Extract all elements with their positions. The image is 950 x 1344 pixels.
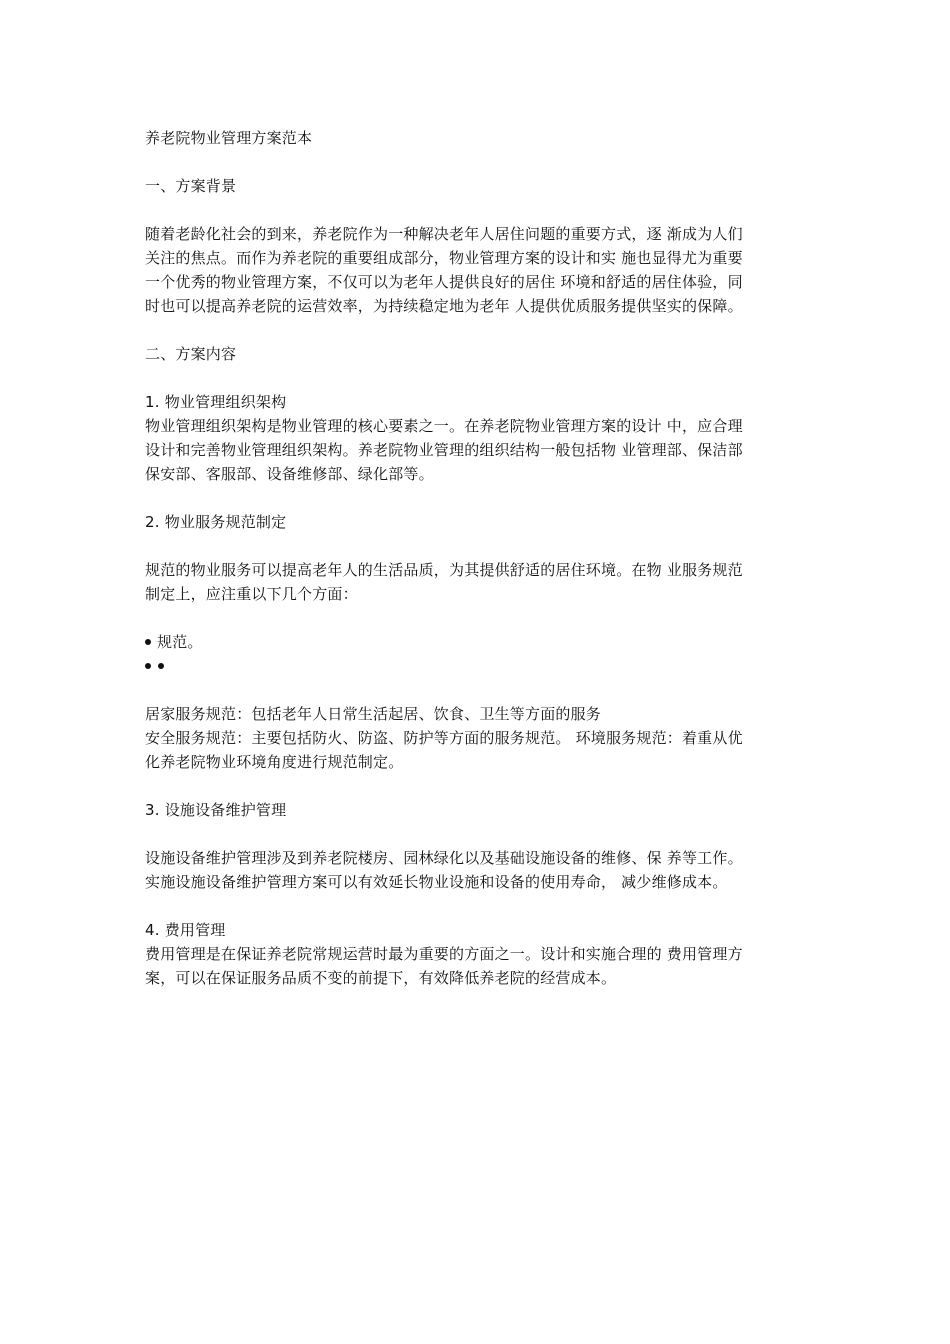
- section-heading-content: 二、方案内容: [145, 345, 237, 363]
- paragraph-line: 设施设备维护管理涉及到养老院楼房、园林绿化以及基础设施设备的维修、保 养等工作。: [145, 849, 743, 867]
- paragraph-line: 时也可以提高养老院的运营效率，为持续稳定地为老年 人提供优质服务提供坚实的保障。: [145, 297, 743, 315]
- item-heading-cost-management: [145, 918, 813, 942]
- item-title: 物业管理组织架构: [164, 393, 287, 411]
- item-title: 设施设备维护管理: [164, 801, 287, 819]
- organization-paragraph: [145, 414, 813, 486]
- paragraph-line: 设计和完善物业管理组织架构。养老院物业管理的组织结构一般包括物 业管理部、保洁部: [145, 441, 743, 459]
- paragraph-line: 居家服务规范：包括老年人日常生活起居、饮食、卫生等方面的服务: [145, 705, 602, 723]
- section-heading-background: 一、方案背景: [145, 177, 237, 195]
- paragraph-line: 化养老院物业环境角度进行规范制定。: [145, 753, 404, 771]
- paragraph-line: 随着老龄化社会的到来，养老院作为一种解决老年人居住问题的重要方式，逐 渐成为人们: [145, 225, 743, 243]
- paragraph-line: 一个优秀的物业管理方案，不仅可以为老年人提供良好的居住 环境和舒适的居住体验，同: [145, 273, 743, 291]
- bullet-text: 规范。: [157, 633, 203, 651]
- bullet-icon: [158, 663, 164, 669]
- bullet-icon: [145, 663, 151, 669]
- item-number: 1.: [145, 393, 160, 411]
- document-title: 养老院物业管理方案范本: [145, 129, 313, 147]
- facility-maintenance-paragraph: [145, 846, 813, 894]
- service-standards-paragraph: [145, 558, 813, 606]
- cost-management-paragraph: [145, 942, 813, 990]
- paragraph-line: 保安部、客服部、设备维修部、绿化部等。: [145, 465, 434, 483]
- item-title: 费用管理: [164, 921, 226, 939]
- bullet-list: [145, 630, 813, 678]
- item-heading-organization: [145, 390, 813, 414]
- bullet-icon: [145, 639, 151, 645]
- item-title: 物业服务规范制定: [164, 513, 287, 531]
- paragraph-line: 关注的焦点。而作为养老院的重要组成部分，物业管理方案的设计和实 施也显得尤为重要: [145, 249, 743, 267]
- paragraph-line: 实施设施设备维护管理方案可以有效延长物业设施和设备的使用寿命， 减少维修成本。: [145, 873, 728, 891]
- service-standards-details: [145, 702, 813, 774]
- bullet-item-empty: [145, 654, 813, 678]
- paragraph-line: 案，可以在保证服务品质不变的前提下，有效降低养老院的经营成本。: [145, 969, 617, 987]
- item-number: 2.: [145, 513, 160, 531]
- item-number: 4.: [145, 921, 160, 939]
- paragraph-line: 制定上，应注重以下几个方面：: [145, 585, 358, 603]
- background-paragraph: [145, 222, 813, 318]
- paragraph-line: 安全服务规范：主要包括防火、防盗、防护等方面的服务规范。 环境服务规范：着重从优: [145, 729, 743, 747]
- paragraph-line: 物业管理组织架构是物业管理的核心要素之一。在养老院物业管理方案的设计 中，应合理: [145, 417, 743, 435]
- item-heading-facility-maintenance: [145, 798, 813, 822]
- item-heading-service-standards: [145, 510, 813, 534]
- bullet-item: [145, 630, 813, 654]
- item-number: 3.: [145, 801, 160, 819]
- paragraph-line: 规范的物业服务可以提高老年人的生活品质，为其提供舒适的居住环境。在物 业服务规范: [145, 561, 743, 579]
- document-page: [145, 126, 813, 1014]
- paragraph-line: 费用管理是在保证养老院常规运营时最为重要的方面之一。设计和实施合理的 费用管理方: [145, 945, 743, 963]
